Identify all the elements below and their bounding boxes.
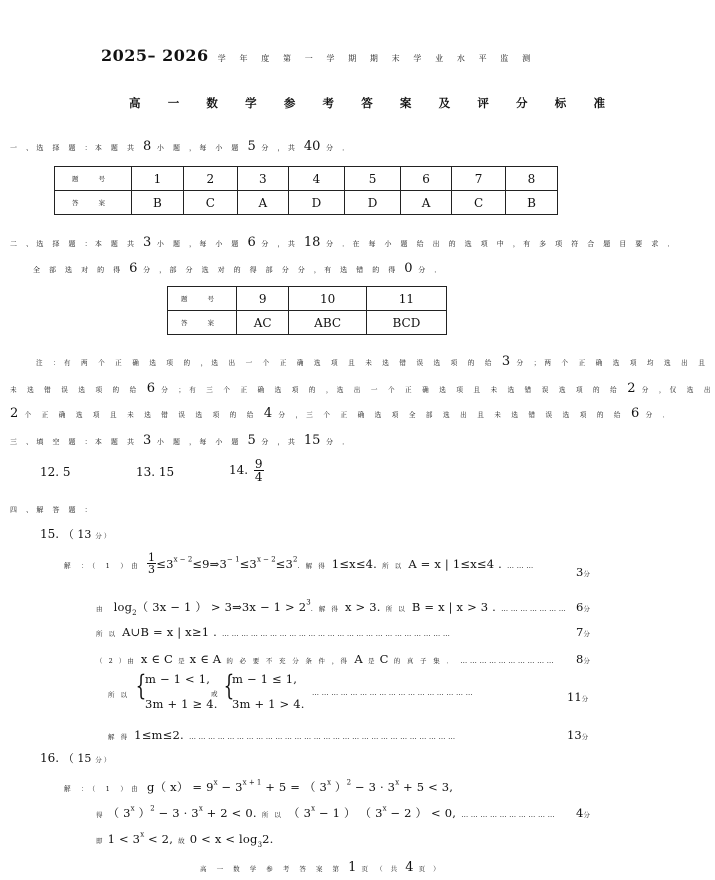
- answer-14-label: 14.: [229, 463, 249, 477]
- q15-final: [108, 724, 458, 743]
- section3-total: 15: [303, 433, 321, 448]
- math-text: − 3: [217, 780, 243, 794]
- math-text: 1 < 3: [107, 832, 141, 846]
- exponent: x: [395, 778, 400, 787]
- set-a-definition: A = x | 1≤x≤4 .: [408, 557, 502, 571]
- q15-header: [40, 526, 110, 542]
- note-line-2: [10, 381, 715, 396]
- q16-points-unit: 分 ）: [95, 756, 111, 764]
- score-value: 4: [576, 806, 584, 820]
- table-cell: 8: [505, 167, 557, 191]
- table-cell: D: [288, 191, 344, 215]
- q15-step3: [96, 621, 452, 640]
- row-label-answer: 答 案: [55, 191, 132, 215]
- table-cell: 6: [401, 167, 452, 191]
- section1-intro-text-2: 小 题 ，每 小 题: [156, 144, 242, 152]
- q15-system-prefix: 所 以: [108, 691, 130, 699]
- answer-12: 12. 5: [40, 465, 71, 479]
- exponent: x: [311, 804, 316, 813]
- cn-text: 即: [96, 837, 103, 845]
- exponent: x: [213, 778, 218, 787]
- section2-rule-text-3: 分 ．: [418, 266, 445, 274]
- section3-intro-text-2: 小 题 ，每 小 题: [156, 438, 242, 446]
- dot-leader: …………………………: [461, 811, 558, 819]
- math-text: − 3 · 3: [351, 780, 396, 794]
- section4-title: 四 、解 答 题 ：: [10, 506, 95, 514]
- section3-each: 5: [247, 433, 256, 448]
- section2-total: 18: [303, 235, 321, 250]
- footer-text: 页 （ 共: [361, 865, 401, 873]
- math-text: g（ x） = 9: [147, 780, 214, 794]
- table-cell: 3: [237, 167, 288, 191]
- note-text: 注 ：有 两 个 正 确 选 项 的 ，选 出 一 个 正 确 选 项 且 未 选 错 误 选 项 的 给: [36, 359, 496, 367]
- dot-leader: …………………………………………………………………………: [188, 733, 458, 741]
- q15-points: （ 13: [62, 528, 92, 541]
- table-cell: 2: [183, 167, 237, 191]
- math-text: x ∈ A: [189, 652, 222, 666]
- cn-text: 的 真 子 集 ．: [393, 657, 456, 665]
- answer-14-fraction: [254, 458, 264, 483]
- row-label-question-number: 题 号: [55, 167, 132, 191]
- row-label-question-number: 题 号: [168, 287, 237, 311]
- exponent: x: [327, 778, 332, 787]
- math-text: x > 3.: [345, 600, 381, 614]
- exponent: 3: [306, 598, 311, 607]
- year-range: 2025– 2026: [101, 46, 209, 65]
- q15-step1-prefix: 解 ：（ 1 ）由: [64, 562, 142, 570]
- one-third-fraction: [147, 552, 156, 575]
- math-text: ≤3: [239, 557, 257, 571]
- cn-text: （ 2 ）由: [96, 657, 136, 665]
- cn-text: 是: [368, 657, 375, 665]
- exponent: x − 2: [256, 555, 276, 564]
- section2-intro-text-3: 分 ，共: [261, 240, 299, 248]
- math-text: − 2 ） < 0,: [386, 806, 457, 820]
- log-base: 3: [257, 841, 263, 850]
- note-number: 3: [501, 354, 511, 369]
- section1-intro-text: 一 、选 择 题 ：本 题 共: [10, 144, 138, 152]
- exponent: − 1: [227, 555, 240, 564]
- page-footer: [200, 856, 443, 875]
- section2-rule-text-2: 分 ，部 分 选 对 的 得 部 分 分 ，有 选 错 的 得: [143, 266, 399, 274]
- note-text: 分 ；两 个 正 确 选 项 均 选 出 且: [516, 359, 709, 367]
- cn-text: 是: [178, 657, 185, 665]
- cn-text: . 解 得: [310, 605, 340, 613]
- section2-intro-text-4: 分 ．在 每 小 题 给 出 的 选 项 中 ，有 多 项 符 合 题 目 要 求 ．: [326, 240, 678, 248]
- fraction-denominator: 4: [254, 470, 263, 484]
- exponent: x: [140, 830, 145, 839]
- footer-text: 页 ）: [418, 865, 443, 873]
- math-text: log: [113, 600, 133, 614]
- left-brace-icon: {: [223, 669, 235, 702]
- footer-page-number: 1: [348, 860, 357, 875]
- math-text: ）: [331, 780, 347, 794]
- math-text: 0 < x < log: [189, 832, 258, 846]
- math-text: x ∈ C: [140, 652, 173, 666]
- section3-intro-text-3: 分 ，共: [261, 438, 299, 446]
- system1-top: m − 1 < 1,: [145, 672, 211, 686]
- section2-intro-text: 二 、选 择 题 ：本 题 共: [10, 240, 138, 248]
- q16-step2-score: 4分: [576, 806, 590, 820]
- table-cell: 1: [132, 167, 184, 191]
- table-cell: AC: [237, 311, 289, 335]
- score-value: 6: [576, 600, 584, 614]
- math-text: （ 3: [107, 806, 131, 820]
- table-cell: 5: [344, 167, 400, 191]
- math-text: − 1 ） （ 3: [315, 806, 383, 820]
- document-subtitle: 高 一 数 学 参 考 答 案 及 评 分 标 准: [129, 96, 617, 110]
- section2-rule: [33, 261, 445, 276]
- q16-label: 16.: [40, 751, 60, 765]
- score-value: 8: [576, 652, 584, 666]
- math-text: A: [354, 652, 363, 666]
- note-line-1: [36, 354, 709, 369]
- section2-each: 6: [247, 235, 256, 250]
- section3-count: 3: [143, 433, 152, 448]
- section1-intro: [10, 139, 352, 154]
- footer-text: 高 一 数 学 参 考 答 案 第: [200, 865, 344, 873]
- q15-points-unit: 分 ）: [95, 532, 111, 540]
- score-value: 11: [567, 690, 582, 704]
- table-cell: 10: [289, 287, 366, 311]
- section1-intro-text-3: 分 ，共: [261, 144, 299, 152]
- cn-text: 所 以: [385, 605, 407, 613]
- fraction-denominator: 3: [148, 563, 156, 576]
- q15-final-score: 13分: [567, 728, 589, 742]
- section2-intro-text-2: 小 题 ，每 小 题: [156, 240, 242, 248]
- math-text: − 3 · 3: [154, 806, 199, 820]
- table-cell: B: [132, 191, 184, 215]
- math-text: < 2,: [144, 832, 174, 846]
- q15-step1: [64, 552, 536, 575]
- dot-leader: ………………………………………………………………: [222, 630, 453, 638]
- q16-step1-prefix: 解 ：（ 1 ）由: [64, 785, 142, 793]
- section3-intro-text-4: 分 ．: [326, 438, 353, 446]
- q15-step2: [96, 596, 569, 618]
- table-cell: A: [237, 191, 288, 215]
- q15-label: 15.: [40, 527, 60, 541]
- exponent: x + 1: [242, 778, 262, 787]
- section2-count: 3: [143, 235, 152, 250]
- q16-step3: [96, 828, 274, 850]
- q15-step3-score: 7分: [576, 625, 590, 639]
- math-text: ≤3: [275, 557, 294, 571]
- table-cell: C: [183, 191, 237, 215]
- table-cell: D: [344, 191, 400, 215]
- row-label-answer: 答 案: [168, 311, 237, 335]
- table-cell: C: [452, 191, 506, 215]
- cn-text: 所 以: [382, 562, 404, 570]
- cn-text: 所 以: [261, 811, 283, 819]
- math-text: （ 3x − 1 ） > 3⇒3x − 1 > 2: [136, 600, 307, 614]
- page-header: [101, 46, 536, 65]
- exponent: x: [382, 804, 387, 813]
- system1-bottom: 3m + 1 ≥ 4.: [145, 697, 218, 711]
- table-cell: B: [505, 191, 557, 215]
- cn-text: 得: [96, 811, 103, 819]
- dot-leader: …………………………: [460, 657, 557, 665]
- note-text: 分 ，仅 选 出: [641, 386, 715, 394]
- table-cell: 11: [366, 287, 446, 311]
- footer-total-pages: 4: [405, 860, 414, 875]
- exam-title: 学 年 度 第 一 学 期 期 末 学 业 水 平 监 测: [217, 54, 536, 63]
- cn-text: 故: [178, 837, 185, 845]
- table-row: [168, 287, 447, 311]
- dot-leader: ……………………………………………: [312, 689, 476, 697]
- final-result: 1≤m≤2.: [134, 728, 184, 742]
- q16-points: （ 15: [62, 752, 92, 765]
- answer-13: 13. 15: [136, 465, 175, 479]
- table-row: [55, 167, 558, 191]
- exponent: x − 2: [173, 555, 193, 564]
- note-text: 分 ，三 个 正 确 选 项 全 部 选 出 且 未 选 错 误 选 项 的 给: [278, 411, 625, 419]
- note-number: 6: [146, 381, 155, 396]
- table-cell: 4: [288, 167, 344, 191]
- answer-14: [229, 458, 264, 483]
- math-text: C: [379, 652, 389, 666]
- cn-text: . 解 得: [297, 562, 327, 570]
- system2-bottom: 3m + 1 > 4.: [232, 697, 305, 711]
- fraction-numerator: 1: [148, 551, 156, 564]
- note-number: 4: [263, 406, 273, 421]
- score-value: 13: [567, 728, 582, 742]
- union-result: A∪B = x | x≥1 .: [122, 625, 217, 639]
- section2-full-score: 6: [129, 261, 138, 276]
- log-base: 2: [132, 609, 137, 618]
- q15-part2-score: 8分: [576, 652, 590, 666]
- q15-step2-score: 6分: [576, 600, 590, 614]
- or-text: 或: [211, 690, 218, 698]
- score-value: 7: [576, 625, 584, 639]
- dot-leader: ………: [507, 562, 536, 570]
- section1-each: 5: [247, 139, 256, 154]
- section1-answer-table: [54, 166, 558, 215]
- section3-intro-text: 三 、填 空 题 ：本 题 共: [10, 438, 138, 446]
- section3-intro: [10, 433, 352, 448]
- set-b-definition: B = x | x > 3 .: [411, 600, 497, 614]
- section2-rule-text: 全 部 选 对 的 得: [33, 266, 124, 274]
- note-number: 2: [627, 381, 636, 396]
- table-cell: 7: [452, 167, 506, 191]
- note-line-3: [10, 406, 673, 421]
- table-cell: A: [401, 191, 452, 215]
- table-row: [168, 311, 447, 335]
- math-text: ）: [134, 806, 151, 820]
- math-text: + 2 < 0.: [202, 806, 257, 820]
- section2-zero-score: 0: [404, 261, 413, 276]
- fraction-numerator: 9: [254, 457, 263, 471]
- math-text: 1≤x≤4.: [331, 557, 378, 571]
- dot-leader: …………………: [501, 605, 569, 613]
- note-text: 分 ．: [645, 411, 674, 419]
- q15-system-score: 11分: [567, 690, 589, 704]
- exponent: 2: [293, 555, 298, 564]
- system2-top: m − 1 ≤ 1,: [232, 672, 298, 686]
- note-text: 未 选 错 误 选 项 的 给: [10, 386, 141, 394]
- section1-count: 8: [143, 139, 152, 154]
- note-number: 2: [10, 406, 19, 421]
- math-text: （ 3: [288, 806, 312, 820]
- table-row: [55, 191, 558, 215]
- q16-step1: [64, 776, 453, 795]
- table-cell: 9: [237, 287, 289, 311]
- exponent: x: [198, 804, 203, 813]
- exponent: 2: [150, 804, 155, 813]
- cn-text: 的 必 要 不 充 分 条 件 ，得: [226, 657, 350, 665]
- note-text: 个 正 确 选 项 且 未 选 错 误 选 项 的 给: [24, 411, 258, 419]
- q15-part2: [96, 648, 556, 667]
- q15-step1-score: 3分: [576, 565, 590, 579]
- math-text: 2.: [262, 832, 274, 846]
- section2-intro: [10, 235, 678, 250]
- section1-total: 40: [303, 139, 321, 154]
- section2-answer-table: [167, 286, 447, 335]
- exponent: x: [130, 804, 135, 813]
- note-number: 6: [631, 406, 640, 421]
- cn-text: 解 得: [108, 733, 130, 741]
- cn-text: 所 以: [96, 630, 118, 638]
- math-text: ≤3: [156, 557, 174, 571]
- table-cell: BCD: [366, 311, 446, 335]
- cn-text: 由: [96, 605, 103, 613]
- math-text: + 5 < 3,: [399, 780, 454, 794]
- q16-step2: [96, 802, 557, 821]
- section1-intro-text-4: 分 ．: [326, 144, 353, 152]
- q16-header: [40, 750, 110, 766]
- exponent: 2: [346, 778, 352, 787]
- note-text: 分 ；有 三 个 正 确 选 项 的 ，选 出 一 个 正 确 选 项 且 未 选 错 误 选 项 的 给: [161, 386, 621, 394]
- left-brace-icon: {: [135, 669, 147, 702]
- table-cell: ABC: [289, 311, 366, 335]
- math-text: + 5 = （ 3: [261, 780, 328, 794]
- score-value: 3: [576, 565, 584, 579]
- math-text: ≤9⇒3: [192, 557, 228, 571]
